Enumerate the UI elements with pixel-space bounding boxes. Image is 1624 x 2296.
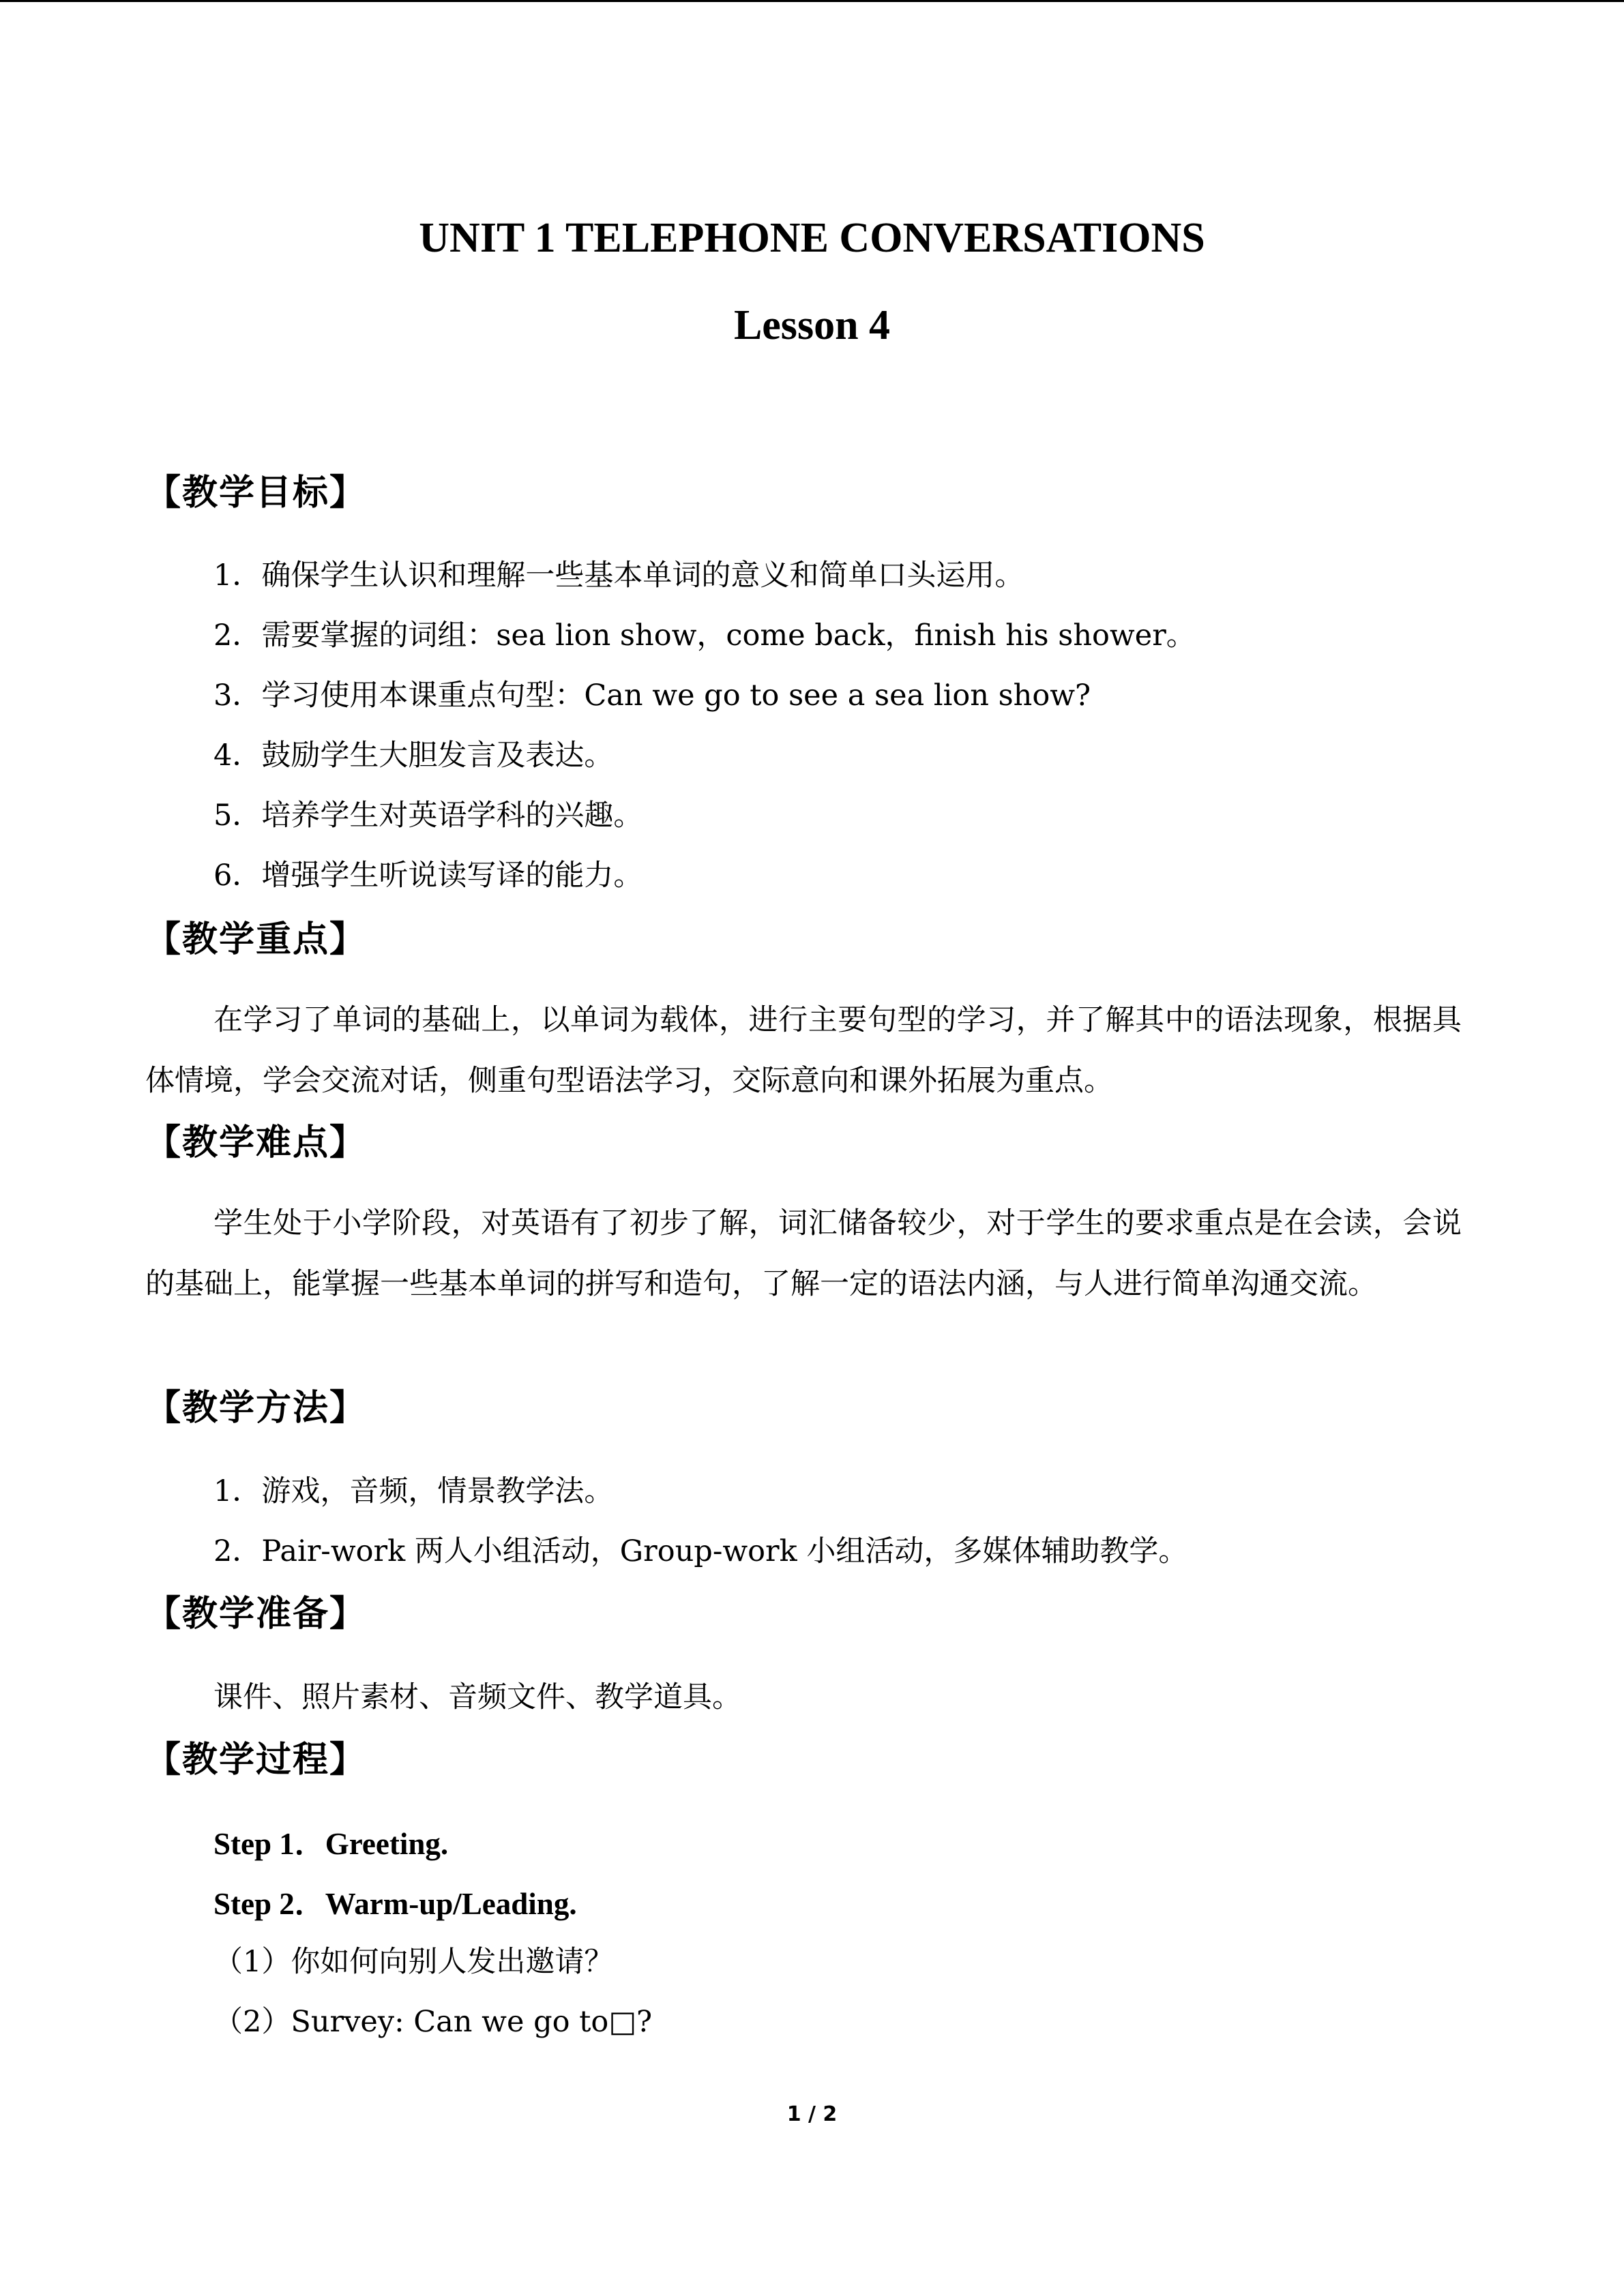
process-step: Step 1．Greeting. (213, 1827, 449, 1861)
objective-item: 5．培养学生对英语学科的兴趣。 (213, 799, 643, 833)
document-title: UNIT 1 TELEPHONE CONVERSATIONS (419, 215, 1205, 261)
section-heading-key-points: 【教学重点】 (145, 919, 367, 960)
section-heading-preparation: 【教学准备】 (145, 1594, 367, 1635)
document-subtitle: Lesson 4 (733, 302, 891, 348)
method-item: 2．Pair-work 两人小组活动，Group-work 小组活动，多媒体辅助教学。 (213, 1534, 1188, 1568)
page-number: 1 / 2 (786, 2102, 838, 2126)
process-sub-item: （1）你如何向别人发出邀请？ (213, 1945, 614, 1979)
difficulties-paragraph: 学生处于小学阶段，对英语有了初步了解，词汇储备较少，对于学生的要求重点是在会读，会说的基础上，能掌握一些基本单词的拼写和造句，了解一定的语法内涵，与人进行简单沟通交流。 (145, 1206, 1462, 1301)
process-step: Step 2．Warm-up/Leading. (213, 1887, 577, 1921)
objective-item: 4．鼓励学生大胆发言及表达。 (213, 739, 614, 773)
method-item: 1．游戏，音频，情景教学法。 (213, 1474, 614, 1508)
key-points-paragraph: 在学习了单词的基础上，以单词为载体，进行主要句型的学习，并了解其中的语法现象，根据具体情境，学会交流对话，侧重句型语法学习，交际意向和课外拓展为重点。 (145, 1003, 1462, 1098)
objective-item: 3．学习使用本课重点句型：Can we go to see a sea lion show? (213, 679, 1091, 713)
section-heading-objectives: 【教学目标】 (145, 473, 367, 513)
objective-item: 2．需要掌握的词组：sea lion show，come back，finish his shower。 (213, 618, 1196, 653)
section-heading-process: 【教学过程】 (145, 1740, 367, 1780)
process-sub-item: （2）Survey: Can we go to□? (213, 2005, 653, 2039)
objective-item: 6．增强学生听说读写译的能力。 (213, 859, 643, 893)
preparation-text: 课件、照片素材、音频文件、教学道具。 (213, 1680, 741, 1714)
objective-item: 1．确保学生认识和理解一些基本单词的意义和简单口头运用。 (213, 558, 1024, 593)
section-heading-methods: 【教学方法】 (145, 1388, 367, 1429)
section-heading-difficulties: 【教学难点】 (145, 1122, 367, 1163)
